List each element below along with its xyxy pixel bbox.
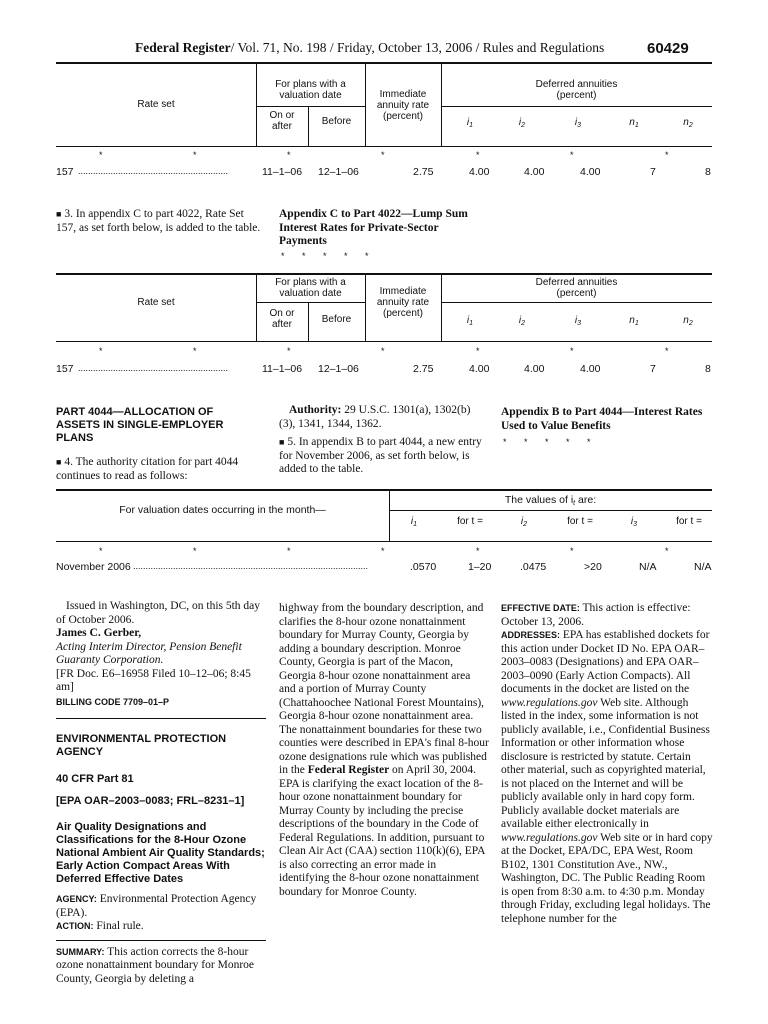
divider [56, 718, 266, 719]
signer-name: James C. Gerber, [56, 627, 142, 639]
col-before: Before [321, 314, 352, 325]
page-header [135, 40, 715, 56]
agency-name: ENVIRONMENTAL PROTECTION AGENCY [56, 733, 227, 758]
col-plans: For plans with a valuation date [275, 79, 346, 101]
docket-number: [EPA OAR–2003–0083; FRL–8231–1] [56, 795, 245, 807]
col-immediate: Immediate annuity rate (percent) [376, 286, 430, 319]
regulations-link: www.regulations.gov [501, 831, 598, 844]
issued-statement: Issued in Washington, DC, on this 5th day of October 2006. [56, 600, 261, 626]
col-immediate: Immediate annuity rate (percent) [376, 89, 430, 122]
summary-continued: highway from the boundary description, and clarifies the 8-hour ozone nonattainment boundary for Murray County, Georgia by adding a boundary description. Monroe County, Georgia is part of the Macon, Georgia 8-hour ozone nonattainment area and a portion of Murray County (Chattahoochee National Forest Mountains), Georgia 8-hour ozone nonattainment area. The nonattainment boundaries for these two counties were described in EPA's final 8-hour ozone designations rule which was published in the Federal Register on April 30, 2004. EPA is clarifying the exact location of the 8-hour ozone nonattainment boundary for Murray County by including the precise descriptions of the boundary in the Code of Federal Regulations. In addition, pursuant to Clean Air Act (CAA) section 110(k)(6), EPA is also correcting an error made in identifying the 8-hour ozone nonattainment boundary for Monroe County. [279, 602, 489, 898]
amendment-5: ■ 5. In appendix B to part 4044, a new entry for November 2006, as set forth below, is added to the table. [279, 436, 482, 475]
col-rate-set: Rate set [137, 297, 175, 308]
stars-separator: * * * * * [503, 437, 591, 447]
part-4044-heading: PART 4044—ALLOCATION OF ASSETS IN SINGLE-EMPLOYER PLANS [56, 406, 224, 444]
header-meta: / Vol. 71, No. 198 / Friday, October 13, 2006 / Rules and Regulations [230, 40, 605, 55]
amendment-4: ■ 4. The authority citation for part 4044 continues to read as follows: [56, 456, 239, 482]
col-before: Before [321, 116, 352, 127]
journal-name: Federal Register [135, 40, 231, 55]
col-for-t: for t = [676, 516, 702, 527]
col-for-t: for t = [567, 516, 593, 527]
left-column [56, 600, 266, 986]
appendix-c-heading: Appendix C to Part 4022—Lump Sum Interest Rates for Private-Sector Payments [279, 208, 468, 247]
agency-line: AGENCY: Environmental Protection Agency (EPA). [56, 893, 257, 919]
col-month: For valuation dates occurring in the month— [119, 504, 326, 516]
addresses: ADDRESSES: EPA has established dockets for this action under Docket ID No. EPA OAR–2003–0083 (Designations) and EPA OAR–2003–0090 (Early Action Compacts). All documents in the docket are listed on the www.regulations.gov Web site. Although listed in the index, some information is not publicly available, i.e., Confidential Business Information or other information whose disclosure is restricted by statute. Certain other material, such as copyrighted material, is not placed on the Internet and will be publicly available only in hard copy form. Publicly available docket materials are available either electronically in www.regulations.gov Web site or in hard copy at the Docket, EPA/DC, EPA West, Room B102, 1301 Constitution Ave., NW., Washington, DC. The Public Reading Room is open from 8:30 a.m. to 4:30 p.m. Monday through Friday, excluding legal holidays. The telephone number for the [501, 629, 713, 925]
col-on-or-after: On or after [269, 110, 295, 132]
table-top-rule [56, 62, 712, 64]
regulations-link: www.regulations.gov [501, 696, 598, 709]
fr-doc-number: [FR Doc. E6–16958 Filed 10–12–06; 8:45 am] [56, 667, 251, 693]
action-line: ACTION: Final rule. [56, 920, 144, 932]
amendment-3: ■ 3. In appendix C to part 4022, Rate Set 157, as set forth below, is added to the table. [56, 208, 261, 234]
cfr-part: 40 CFR Part 81 [56, 773, 134, 785]
col-deferred: Deferred annuities (percent) [535, 79, 618, 101]
page-number: 60429 [647, 40, 689, 57]
divider [56, 940, 266, 941]
signer-title: Acting Interim Director, Pension Benefit Guaranty Corporation. [56, 640, 242, 666]
summary: SUMMARY: This action corrects the 8-hour ozone nonattainment boundary for Monroe County, Georgia by deleting a [56, 945, 254, 985]
right-column [501, 602, 713, 926]
effective-date: EFFECTIVE DATE: This action is effective: October 13, 2006. [501, 602, 691, 628]
billing-code: BILLING CODE 7709–01–P [56, 696, 170, 707]
col-values: The values of $i_t$ are: [504, 494, 597, 507]
col-on-or-after: On or after [269, 308, 295, 330]
stars-separator: * * * * * [281, 251, 369, 261]
rule-title: Air Quality Designations and Classifications for the 8-Hour Ozone National Ambient Air Quality Standards; Early Action Compact Areas With Deferred Effective Dates [56, 821, 265, 885]
col-plans: For plans with a valuation date [275, 277, 346, 299]
col-rate-set: Rate set [137, 99, 175, 110]
appendix-b-heading: Appendix B to Part 4044—Interest Rates Used to Value Benefits [501, 406, 703, 432]
col-deferred: Deferred annuities (percent) [535, 277, 618, 299]
middle-column [279, 602, 489, 899]
authority-citation: Authority: 29 U.S.C. 1301(a), 1302(b)(3), 1341, 1344, 1362. [279, 404, 471, 430]
col-for-t: for t = [457, 516, 483, 527]
